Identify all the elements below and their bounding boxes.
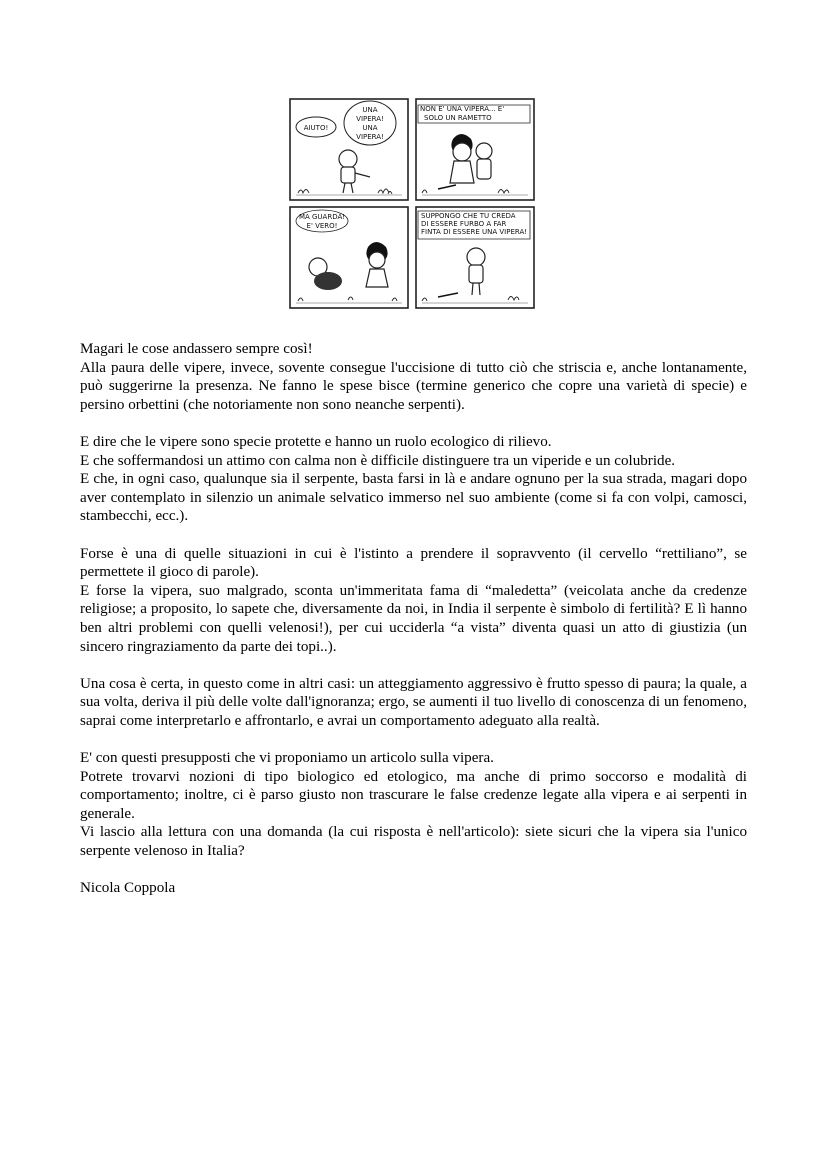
svg-text:UNA: UNA [362,124,378,132]
svg-text:SOLO UN RAMETTO: SOLO UN RAMETTO [424,114,492,122]
text-line: Forse è una di quelle situazioni in cui è l'istinto a prendere il sopravvento (il cervello “rettiliano”, se permettete il gioco di parole). [80,545,747,581]
comic-strip [288,97,536,311]
svg-text:SUPPONGO CHE TU CREDA: SUPPONGO CHE TU CREDA [421,212,516,220]
svg-text:VIPERA!: VIPERA! [356,115,384,123]
svg-text:MA GUARDA!: MA GUARDA! [298,213,346,221]
paragraph-3 [80,545,747,657]
paragraph-2 [80,433,747,526]
text-line: E forse la vipera, suo malgrado, sconta un'immeritata fama di “maledetta” (veicolata anche da credenze religiose; a proposito, lo sapete che, diversamente da noi, in India il serpente è simbolo di fertilità? E lì hanno ben altri problemi con quelli velenosi!), per cui ucciderla “a vista” diventa quasi un atto di giustizia (un sincero ringraziamento da parte dei topi..). [80,582,747,655]
svg-text:NON E' UNA VIPERA... E': NON E' UNA VIPERA... E' [420,105,505,113]
article-intro-text [80,340,747,916]
svg-text:FINTA DI ESSERE UNA VIPERA!: FINTA DI ESSERE UNA VIPERA! [421,228,528,236]
text-line: E' con questi presupposti che vi proponiamo un articolo sulla vipera. [80,750,494,767]
comic-panel-4 [416,207,534,308]
text-line: Vi lascio alla lettura con una domanda (la cui risposta è nell'articolo): siete sicuri che la vipera sia l'unico serpente velenoso in Italia? [80,824,747,860]
svg-text:DI ESSERE FURBO A FAR: DI ESSERE FURBO A FAR [421,220,507,228]
comic-panel-1 [290,99,408,200]
comic-strip-drawing [288,97,536,311]
text-line: Magari le cose andassero sempre così! [80,341,313,357]
bubble-aiuto: AIUTO! [303,124,329,132]
svg-text:VIPERA!: VIPERA! [356,133,384,141]
paragraph-4 [80,675,747,731]
text-line: Potrete trovarvi nozioni di tipo biologico ed etologico, ma anche di primo soccorso e modalità di comportamento; inoltre, ci è parso giusto non trascurare le false credenze legate alla vipera e ai serpenti in generale. [80,768,747,822]
text-line: Una cosa è certa, in questo come in altri casi: un atteggiamento aggressivo è frutto spesso di paura; la quale, a sua volta, deriva il più delle volte dall'ignoranza; ergo, se aumenti il tuo livello di conoscenza di un fenomeno, saprai come interpretarlo e affrontarlo, e avrai un comportamento adeguato alla realtà. [80,675,747,729]
text-line: Alla paura delle vipere, invece, sovente consegue l'uccisione di tutto ciò che striscia e, anche lontanamente, può suggerirne la presenza. Ne fanno le spese bisce (termine generico che copre una varietà di specie) e persino orbettini (che notoriamente non sono neanche serpenti). [80,359,747,413]
comic-panel-2 [416,99,534,200]
svg-text:E' VERO!: E' VERO! [306,222,338,230]
svg-text:UNA: UNA [362,106,378,114]
comic-panel-3 [290,207,408,308]
author-signature: Nicola Coppola [80,880,176,897]
paragraph-1 [80,340,747,414]
text-line: E dire che le vipere sono specie protette e hanno un ruolo ecologico di rilievo. [80,433,552,450]
text-line: E che soffermandosi un attimo con calma non è difficile distinguere tra un viperide e un colubride. [80,452,676,469]
paragraph-5 [80,749,747,861]
text-line: E che, in ogni caso, qualunque sia il serpente, basta farsi in là e andare ognuno per la sua strada, magari dopo aver contemplato in silenzio un animale selvatico immerso nel suo ambiente (come si fa con volpi, camosci, stambecchi, ecc.). [80,471,747,525]
